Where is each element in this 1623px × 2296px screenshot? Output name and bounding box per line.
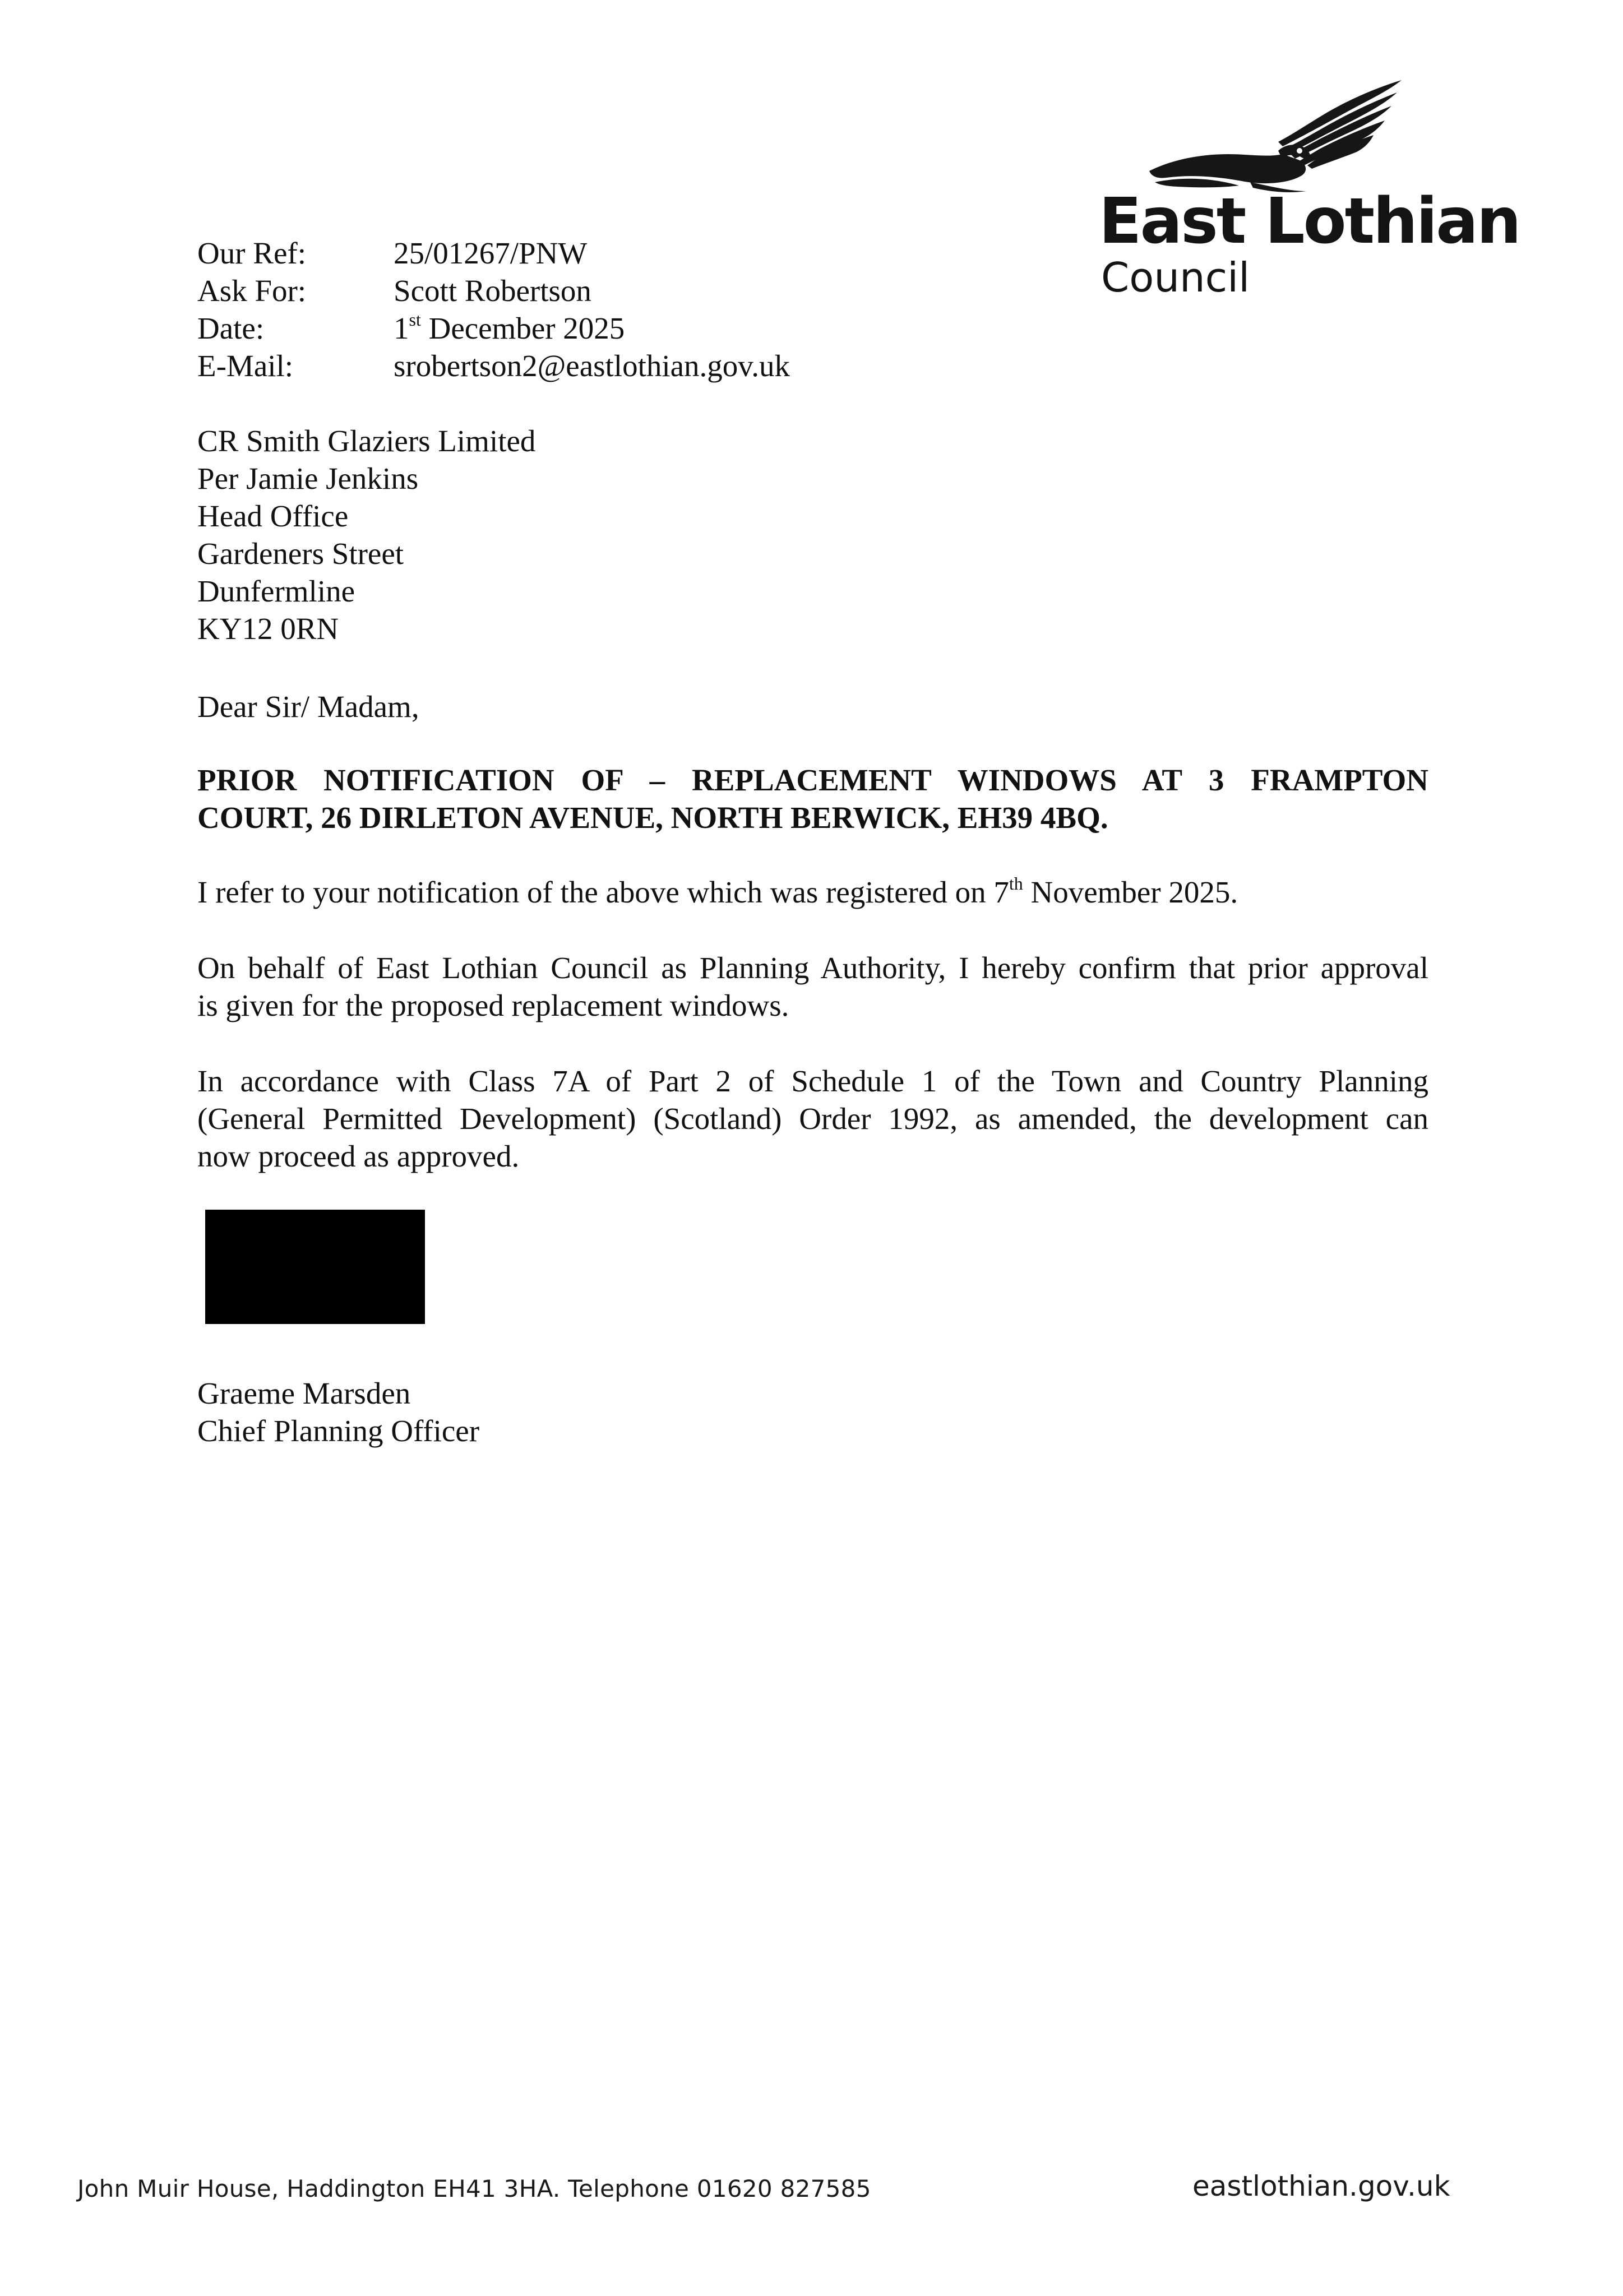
subject-line-1: PRIOR NOTIFICATION OF – REPLACEMENT WINDOWS AT 3 FRAMPTON bbox=[197, 763, 1428, 797]
recipient-line: KY12 0RN bbox=[197, 612, 339, 646]
ask-for-value: Scott Robertson bbox=[394, 274, 591, 308]
recipient-line: Gardeners Street bbox=[197, 536, 404, 571]
paragraph-approval bbox=[197, 949, 1428, 1024]
signatory-name: Graeme Marsden bbox=[197, 1376, 411, 1410]
email-value[interactable]: srobertson2@eastlothian.gov.uk bbox=[394, 349, 790, 383]
recipient-address bbox=[197, 422, 1094, 647]
subject-heading bbox=[197, 761, 1428, 836]
paragraph-line: On behalf of East Lothian Council as Planning Authority, I hereby confirm that prior approval bbox=[197, 951, 1428, 985]
council-logo bbox=[1099, 76, 1519, 300]
paragraph-registration bbox=[197, 873, 1428, 911]
paragraph-line: now proceed as approved. bbox=[197, 1139, 520, 1173]
our-ref-value: 25/01267/PNW bbox=[394, 236, 588, 270]
ask-for-label: Ask For: bbox=[197, 274, 307, 308]
email-label: E-Mail: bbox=[197, 349, 294, 383]
paragraph-line: In accordance with Class 7A of Part 2 of Schedule 1 of the Town and Country Planning bbox=[197, 1064, 1428, 1098]
redacted-signature bbox=[205, 1210, 425, 1324]
paragraph-line bbox=[197, 873, 1428, 911]
email-row bbox=[197, 347, 926, 385]
recipient-line: CR Smith Glaziers Limited bbox=[197, 424, 536, 458]
date-day: 1 bbox=[394, 311, 409, 345]
our-ref-label: Our Ref: bbox=[197, 236, 306, 270]
ask-for-row bbox=[197, 272, 926, 309]
para1-sup: th bbox=[1009, 873, 1023, 894]
signatory-title: Chief Planning Officer bbox=[197, 1414, 480, 1448]
date-value bbox=[394, 309, 625, 347]
logo-subtitle: Council bbox=[1101, 254, 1250, 301]
footer-address: John Muir House, Haddington EH41 3HA. Telephone 01620 827585 bbox=[77, 2175, 871, 2202]
our-ref-row bbox=[197, 234, 926, 272]
recipient-line: Head Office bbox=[197, 499, 349, 533]
para1-after: November 2025. bbox=[1023, 875, 1238, 909]
recipient-line: Dunfermline bbox=[197, 574, 355, 608]
date-rest: December 2025 bbox=[420, 311, 625, 345]
eagle-icon bbox=[1138, 76, 1407, 193]
logo-title: East Lothian bbox=[1099, 185, 1520, 258]
paragraph-legislation bbox=[197, 1062, 1428, 1175]
signatory bbox=[197, 1374, 479, 1450]
recipient-line: Per Jamie Jenkins bbox=[197, 461, 419, 496]
para1-text: I refer to your notification of the above which was registered on 7 bbox=[197, 875, 1009, 909]
paragraph-line: is given for the proposed replacement windows. bbox=[197, 988, 789, 1022]
date-row bbox=[197, 309, 926, 347]
date-suffix: st bbox=[409, 309, 421, 330]
salutation: Dear Sir/ Madam, bbox=[197, 689, 419, 724]
paragraph-line: (General Permitted Development) (Scotland) Order 1992, as amended, the development can bbox=[197, 1101, 1428, 1136]
subject-line-2: COURT, 26 DIRLETON AVENUE, NORTH BERWICK, EH39 4BQ. bbox=[197, 800, 1108, 835]
date-label: Date: bbox=[197, 311, 265, 345]
footer-website[interactable]: eastlothian.gov.uk bbox=[1192, 2170, 1450, 2202]
